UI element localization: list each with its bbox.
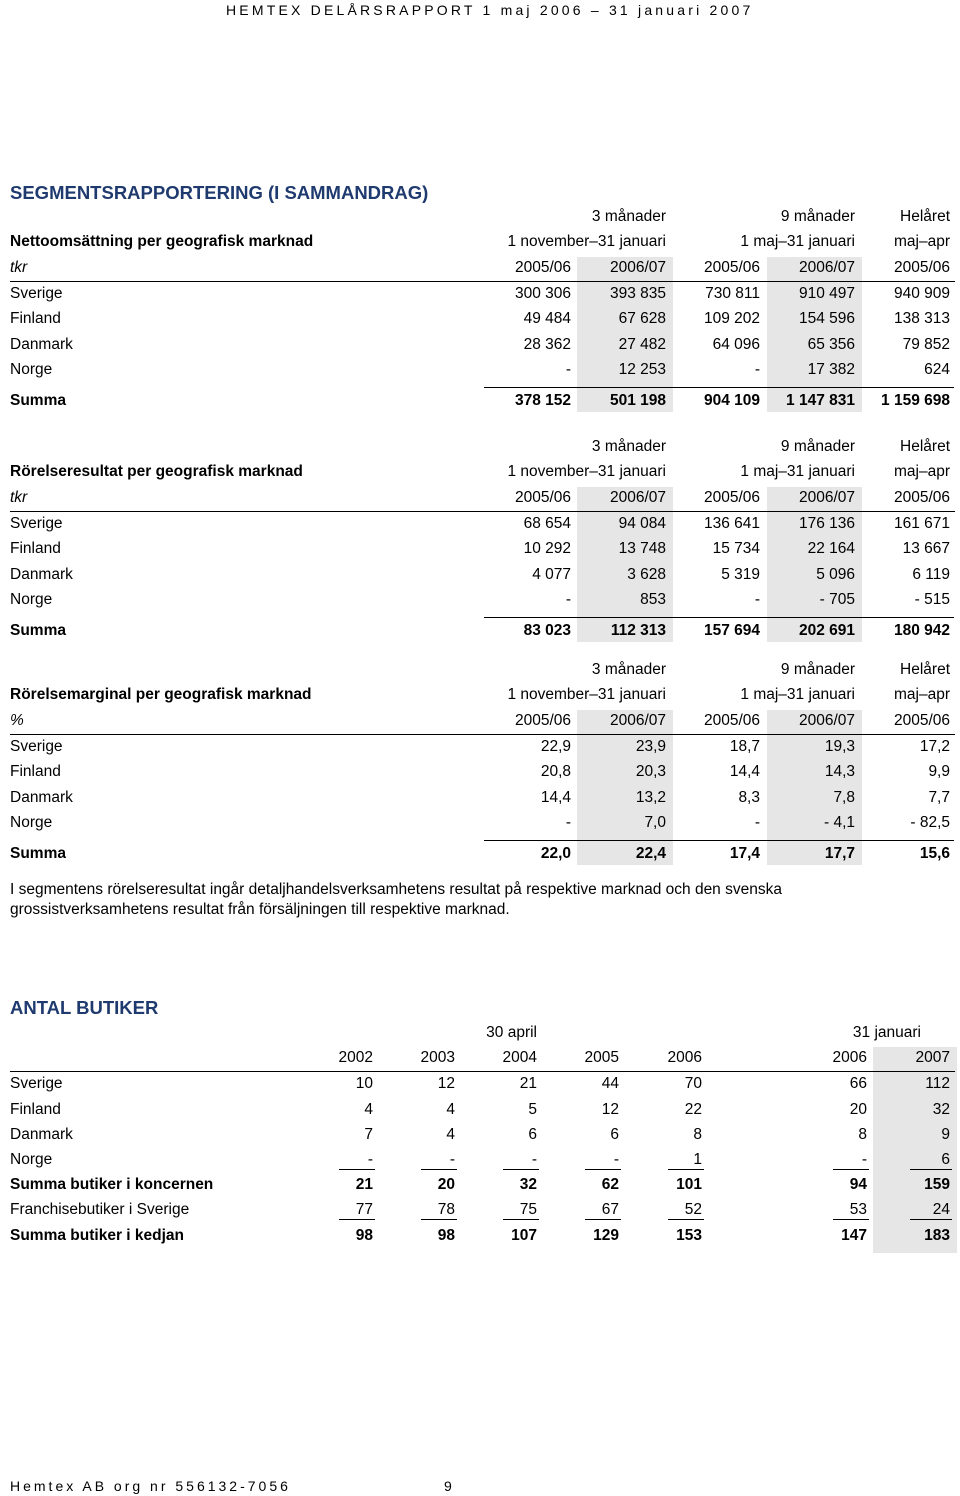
period-label-3m: 3 månader [591,438,666,455]
total-value: 112 313 [610,622,666,640]
total-rule [484,387,954,388]
row-label: Finland [10,1100,61,1118]
total-value: 15,6 [919,845,950,863]
cell-value: 13,2 [635,788,666,806]
cell-value: 183 [924,1226,950,1244]
cell-value: 18,7 [729,737,760,755]
cell-value: - [449,1151,455,1168]
year-header: 2005/06 [514,488,571,506]
cell-value: - [754,813,760,831]
cell-value: 20 [437,1176,455,1194]
cell-value: 98 [355,1226,373,1244]
cell-value: 17,2 [919,737,950,755]
cell-value: 68 654 [523,514,571,532]
unit-label: tkr [10,258,28,276]
row-label: Danmark [10,1125,73,1143]
footer-company: Hemtex AB org nr 556132-7056 [10,1478,291,1494]
period-label-3m: 3 månader [591,661,666,678]
year-header: 2007 [915,1049,950,1067]
row-label: Finland [10,540,61,558]
cell-value: 65 356 [807,335,855,353]
cell-value: 4 [446,1100,455,1118]
cell-underline [668,1169,704,1170]
cell-underline [910,1169,952,1170]
cell-value: 22,9 [540,737,571,755]
cell-value: 8,3 [738,788,760,806]
cell-value: - 82,5 [910,813,950,831]
period-label-9m: 9 månader [780,438,855,455]
total-value: 904 109 [703,392,760,410]
row-label: Summa butiker i kedjan [10,1226,184,1244]
cell-value: 98 [437,1226,455,1244]
cell-underline [421,1169,457,1170]
cell-value: 70 [684,1075,702,1093]
cell-value: 730 811 [705,284,760,302]
cell-value: - [531,1151,537,1168]
range-label: 1 november–31 januari [507,233,666,251]
cell-value: 147 [841,1226,867,1244]
cell-value: 79 852 [902,335,950,353]
cell-value: 8 [858,1125,867,1143]
cell-value: - 705 [819,590,855,608]
cell-value: 159 [924,1176,950,1194]
cell-value: 112 [925,1075,950,1093]
total-value: 17,4 [729,845,760,863]
row-label: Sverige [10,514,63,532]
cell-value: 10 292 [523,540,571,558]
year-header: 2002 [338,1049,373,1067]
range-label: maj–apr [894,233,950,251]
total-rule [484,617,954,618]
cell-value: 78 [437,1201,455,1219]
cell-value: 32 [932,1100,950,1118]
cell-value: 21 [519,1075,537,1093]
row-label: Norge [10,360,53,378]
cell-value: 5 096 [816,565,855,583]
cell-value: 101 [676,1176,702,1194]
cell-value: - [367,1151,373,1168]
cell-value: 20,3 [635,763,666,781]
cell-value: 14,3 [824,763,855,781]
unit-label: tkr [10,488,28,506]
cell-value: 7 [364,1125,373,1143]
period-label-9m: 9 månader [780,208,855,225]
cell-value: 12 253 [618,360,666,378]
row-label: Danmark [10,565,73,583]
total-value: 1 159 698 [881,392,950,410]
cell-value: 21 [355,1176,373,1194]
row-label: Finland [10,310,61,328]
cell-value: 107 [511,1226,537,1244]
cell-value: 94 [849,1176,867,1194]
cell-value: 7,8 [833,788,855,806]
total-value: 157 694 [703,622,760,640]
cell-value: - [565,360,571,378]
year-header: 2006/07 [609,258,666,276]
period-label-year: Helåret [900,208,950,225]
period-label-3m: 3 månader [591,208,666,225]
range-label: 1 maj–31 januari [740,463,855,481]
total-label: Summa [10,845,66,863]
year-header: 2006 [832,1049,867,1067]
row-label: Norge [10,813,53,831]
total-value: 1 147 831 [786,392,855,410]
cell-underline [503,1169,539,1170]
cell-value: 9,9 [928,763,950,781]
cell-value: 27 482 [618,335,666,353]
cell-value: 52 [684,1201,702,1219]
cell-value: 66 [849,1075,867,1093]
cell-underline [421,1219,457,1220]
cell-value: 7,7 [928,788,950,806]
cell-value: 10 [355,1075,373,1093]
year-header: 2005/06 [703,711,760,729]
period-label-year: Helåret [900,661,950,678]
range-label: 1 maj–31 januari [740,686,855,704]
cell-value: 14,4 [540,788,571,806]
unit-label: % [10,711,24,729]
range-label: 1 maj–31 januari [740,233,855,251]
cell-value: 6 [941,1151,950,1168]
total-value: 22,0 [540,845,571,863]
cell-value: 1 [693,1151,702,1168]
table-title: Rörelsemarginal per geografisk marknad [10,686,312,704]
year-header: 2006/07 [798,711,855,729]
cell-value: 44 [601,1075,619,1093]
cell-value: 4 [446,1125,455,1143]
year-header: 2005 [584,1049,619,1067]
cell-value: 153 [676,1226,702,1244]
cell-underline [833,1219,869,1220]
cell-value: 853 [640,590,666,608]
header-rule [10,734,955,735]
table-title: Rörelseresultat per geografisk marknad [10,463,303,481]
segment-section-title: SEGMENTSRAPPORTERING (I SAMMANDRAG) [10,182,429,203]
cell-value: 109 202 [703,310,760,328]
cell-value: 4 [364,1100,373,1118]
year-header: 2005/06 [893,258,950,276]
cell-value: 300 306 [514,284,571,302]
range-label: maj–apr [894,463,950,481]
cell-value: 24 [932,1201,950,1219]
cell-value: 19,3 [824,737,855,755]
year-header: 2005/06 [893,488,950,506]
cell-value: 23,9 [635,737,666,755]
year-header: 2006/07 [798,258,855,276]
cell-value: 14,4 [729,763,760,781]
period-label-9m: 9 månader [780,661,855,678]
cell-value: 138 313 [893,310,950,328]
cell-value: 6 [610,1125,619,1143]
cell-value: 12 [437,1075,455,1093]
year-header: 2006/07 [798,488,855,506]
year-header: 2006 [667,1049,702,1067]
total-value: 180 942 [893,622,950,640]
cell-value: 20 [849,1100,867,1118]
cell-value: 67 628 [618,310,666,328]
cell-value: 940 909 [893,284,950,302]
cell-value: 6 [528,1125,537,1143]
cell-value: 6 119 [912,565,950,583]
cell-value: - 515 [914,590,950,608]
cell-underline [503,1219,539,1220]
cell-value: - 4,1 [823,813,855,831]
cell-value: 94 084 [618,514,666,532]
year-header: 2005/06 [703,258,760,276]
row-label: Danmark [10,788,73,806]
row-label: Franchisebutiker i Sverige [10,1201,190,1219]
cell-value: 77 [355,1201,373,1219]
cell-value: 15 734 [712,540,760,558]
year-header: 2005/06 [514,711,571,729]
cell-value: 49 484 [523,310,571,328]
range-label: 1 november–31 januari [507,686,666,704]
page-number: 9 [444,1478,452,1494]
cell-value: 9 [941,1125,950,1143]
cell-value: - [754,360,760,378]
cell-underline [585,1219,621,1220]
year-header: 2005/06 [893,711,950,729]
cell-value: 22 164 [807,540,855,558]
cell-value: 12 [601,1100,619,1118]
total-value: 22,4 [635,845,666,863]
cell-value: 8 [693,1125,702,1143]
total-label: Summa [10,622,66,640]
row-label: Sverige [10,1075,63,1093]
cell-value: 5 319 [721,565,760,583]
row-label: Finland [10,763,61,781]
cell-underline [668,1219,704,1220]
cell-value: 62 [601,1176,619,1194]
cell-value: 129 [593,1226,619,1244]
cell-value: 176 136 [798,514,855,532]
cell-value: 3 628 [627,565,666,583]
cell-value: 4 077 [532,565,571,583]
header-rule [10,281,955,282]
cell-value: 75 [519,1201,537,1219]
cell-value: 393 835 [609,284,666,302]
cell-value: 7,0 [644,813,666,831]
cell-value: 13 748 [618,540,666,558]
table-title: Nettoomsättning per geografisk marknad [10,233,314,251]
total-value: 83 023 [523,622,571,640]
row-label: Sverige [10,284,63,302]
cell-value: 136 641 [703,514,760,532]
range-label: 1 november–31 januari [507,463,666,481]
group-label-april: 30 april [486,1024,537,1041]
cell-value: 17 382 [807,360,855,378]
cell-value: 22 [684,1100,702,1118]
row-label: Danmark [10,335,73,353]
year-header: 2005/06 [703,488,760,506]
year-header: 2005/06 [514,258,571,276]
cell-value: 28 362 [523,335,571,353]
cell-value: 13 667 [902,540,950,558]
cell-value: - [565,590,571,608]
row-label: Norge [10,1151,53,1168]
period-label-year: Helåret [900,438,950,455]
year-header: 2006/07 [609,711,666,729]
row-label: Summa butiker i koncernen [10,1176,214,1194]
cell-value: 32 [519,1176,537,1194]
cell-value: 161 671 [893,514,950,532]
cell-value: - [754,590,760,608]
total-value: 202 691 [798,622,855,640]
cell-value: 67 [601,1201,619,1219]
stores-section-title: ANTAL BUTIKER [10,997,159,1018]
cell-value: 910 497 [798,284,855,302]
page-header: HEMTEX DELÅRSRAPPORT 1 maj 2006 – 31 januari 2007 [226,2,754,18]
total-value: 378 152 [514,392,571,410]
cell-value: 624 [924,360,950,378]
cell-value: 20,8 [540,763,571,781]
cell-underline [585,1169,621,1170]
total-label: Summa [10,392,66,410]
total-value: 17,7 [824,845,855,863]
header-rule [10,1071,955,1072]
total-value: 501 198 [609,392,666,410]
total-rule [484,840,954,841]
year-header: 2004 [502,1049,537,1067]
cell-underline [910,1219,952,1220]
row-label: Norge [10,590,53,608]
row-label: Sverige [10,737,63,755]
cell-value: 53 [849,1201,867,1219]
header-rule [10,511,955,512]
cell-value: - [861,1151,867,1168]
cell-value: 64 096 [712,335,760,353]
cell-value: 5 [528,1100,537,1118]
cell-underline [339,1219,375,1220]
segment-note: I segmentens rörelseresultat ingår detaljhandelsverksamhetens resultat på respektive marknad och den svenska grossistverksamhetens resultat från försäljningen till respektive marknad. [10,881,782,918]
cell-underline [833,1169,869,1170]
range-label: maj–apr [894,686,950,704]
year-header: 2006/07 [609,488,666,506]
cell-value: - [565,813,571,831]
cell-underline [339,1169,375,1170]
group-label-january: 31 januari [852,1024,921,1041]
cell-value: - [613,1151,619,1168]
year-header: 2003 [420,1049,455,1067]
cell-value: 154 596 [798,310,855,328]
